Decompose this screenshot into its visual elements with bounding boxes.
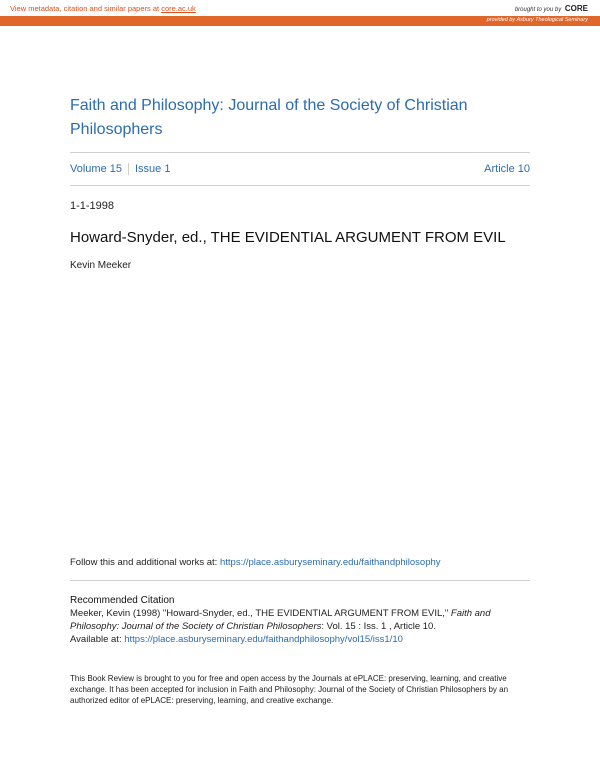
brought-by-text: brought to you by <box>514 7 562 13</box>
journal-title[interactable]: Faith and Philosophy: Journal of the Society of Christian Philosophers <box>70 97 468 138</box>
citation-text <box>70 607 540 646</box>
citation-link[interactable]: https://place.asburyseminary.edu/faithandphilosophy/vol15/iss1/10 <box>124 634 403 645</box>
volume-link[interactable]: Volume 15 <box>70 163 122 175</box>
citation-journal: Faith and Philosophy: Journal of the Society of Christian Philosophers <box>70 608 491 632</box>
brought-by <box>515 4 588 13</box>
core-link[interactable]: core.ac.uk <box>161 4 196 13</box>
author-name: Kevin Meeker <box>70 260 132 271</box>
citation-part2: : Vol. 15 : Iss. 1 , Article 10. <box>321 621 436 632</box>
provider-bar <box>0 16 600 26</box>
paper-title: Howard-Snyder, ed., THE EVIDENTIAL ARGUMENT FROM EVIL <box>70 229 506 246</box>
metadata-text: View metadata, citation and similar papers at <box>10 4 162 13</box>
core-logo[interactable]: CORE <box>564 4 588 13</box>
top-banner <box>0 0 600 16</box>
issue-link[interactable]: Issue 1 <box>134 163 171 175</box>
follow-line <box>70 557 441 568</box>
divider <box>70 185 530 186</box>
available-label: Available at: <box>70 634 125 645</box>
publication-date: 1-1-1998 <box>70 200 115 212</box>
citation-heading: Recommended Citation <box>70 595 175 606</box>
citation-part1: Meeker, Kevin (1998) "Howard-Snyder, ed., THE EVIDENTIAL ARGUMENT FROM EVIL," <box>70 608 451 619</box>
divider <box>70 152 530 153</box>
provided-by-text: provided by Asbury Theological Seminary <box>486 17 588 23</box>
separator <box>128 163 129 175</box>
access-notice: This Book Review is brought to you for free and open access by the Journals at ePLACE: preserving, learning, and creative exchange. It has been accepted for inclusion in Faith and Philosophy: Journal of the Society of Christian Philosophers by an authorized editor of ePLACE: preserving, learning, and creative exchange. <box>70 674 509 705</box>
volume-row <box>70 163 530 175</box>
article-link[interactable]: Article 10 <box>484 163 530 175</box>
follow-link[interactable]: https://place.asburyseminary.edu/faithandphilosophy <box>219 557 441 568</box>
divider <box>70 580 530 581</box>
follow-text: Follow this and additional works at: <box>70 557 220 568</box>
metadata-notice <box>10 4 196 13</box>
